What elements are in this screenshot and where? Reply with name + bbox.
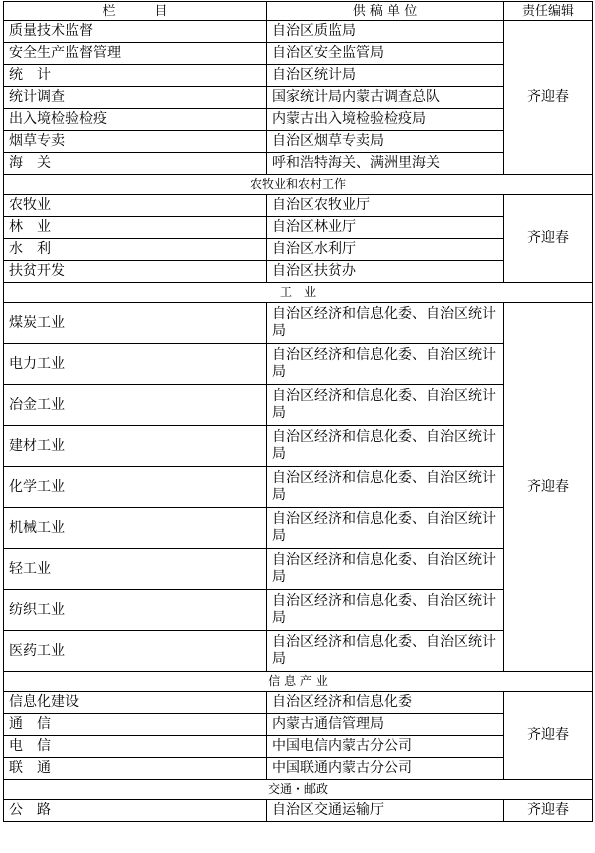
supplier-unit-cell: 自治区扶贫办 bbox=[267, 261, 504, 283]
supplier-unit-cell: 内蒙古出入境检验检疫局 bbox=[267, 109, 504, 131]
table-row bbox=[4, 195, 593, 217]
header-column: 栏 目 bbox=[4, 2, 267, 21]
editor-cell: 齐迎春 bbox=[504, 21, 593, 175]
table-body bbox=[4, 2, 593, 822]
supplier-unit-cell: 中国联通内蒙古分公司 bbox=[267, 758, 504, 780]
column-name-cell: 统 计 bbox=[4, 65, 267, 87]
editor-cell: 齐迎春 bbox=[504, 692, 593, 780]
column-name-cell: 联 通 bbox=[4, 758, 267, 780]
column-name-cell: 冶金工业 bbox=[4, 385, 267, 426]
supplier-unit-cell: 自治区经济和信息化委、自治区统计局 bbox=[267, 549, 504, 590]
column-name-cell: 扶贫开发 bbox=[4, 261, 267, 283]
supplier-unit-cell: 内蒙古通信管理局 bbox=[267, 714, 504, 736]
supplier-unit-cell: 自治区统计局 bbox=[267, 65, 504, 87]
column-name-cell: 质量技术监督 bbox=[4, 21, 267, 43]
table-row bbox=[4, 303, 593, 344]
supplier-unit-cell: 自治区质监局 bbox=[267, 21, 504, 43]
table-row bbox=[4, 800, 593, 822]
column-name-cell: 统计调查 bbox=[4, 87, 267, 109]
column-name-cell: 电力工业 bbox=[4, 344, 267, 385]
column-name-cell: 化学工业 bbox=[4, 467, 267, 508]
supplier-unit-cell: 自治区经济和信息化委 bbox=[267, 692, 504, 714]
supplier-unit-cell: 自治区农牧业厅 bbox=[267, 195, 504, 217]
editor-cell: 齐迎春 bbox=[504, 195, 593, 283]
column-name-cell: 信息化建设 bbox=[4, 692, 267, 714]
column-name-cell: 建材工业 bbox=[4, 426, 267, 467]
supplier-unit-cell: 自治区安全监管局 bbox=[267, 43, 504, 65]
supplier-unit-cell: 自治区烟草专卖局 bbox=[267, 131, 504, 153]
section-title: 交通・邮政 bbox=[4, 780, 593, 800]
table-row bbox=[4, 21, 593, 43]
supplier-unit-cell: 中国电信内蒙古分公司 bbox=[267, 736, 504, 758]
supplier-unit-cell: 国家统计局内蒙古调查总队 bbox=[267, 87, 504, 109]
supplier-unit-cell: 自治区经济和信息化委、自治区统计局 bbox=[267, 426, 504, 467]
section-row bbox=[4, 283, 593, 303]
section-row bbox=[4, 780, 593, 800]
section-title: 信 息 产 业 bbox=[4, 672, 593, 692]
column-name-cell: 出入境检验检疫 bbox=[4, 109, 267, 131]
supplier-unit-cell: 自治区交通运输厅 bbox=[267, 800, 504, 822]
column-name-cell: 林 业 bbox=[4, 217, 267, 239]
section-row bbox=[4, 175, 593, 195]
supplier-unit-cell: 自治区经济和信息化委、自治区统计局 bbox=[267, 467, 504, 508]
supplier-unit-cell: 自治区经济和信息化委、自治区统计局 bbox=[267, 508, 504, 549]
column-name-cell: 煤炭工业 bbox=[4, 303, 267, 344]
column-name-cell: 电 信 bbox=[4, 736, 267, 758]
column-name-cell: 医药工业 bbox=[4, 631, 267, 672]
editor-cell: 齐迎春 bbox=[504, 303, 593, 672]
supplier-unit-cell: 呼和浩特海关、满洲里海关 bbox=[267, 153, 504, 175]
section-row bbox=[4, 672, 593, 692]
column-name-cell: 轻工业 bbox=[4, 549, 267, 590]
supplier-unit-cell: 自治区经济和信息化委、自治区统计局 bbox=[267, 590, 504, 631]
header-row bbox=[4, 2, 593, 21]
column-name-cell: 纺织工业 bbox=[4, 590, 267, 631]
section-title: 农牧业和农村工作 bbox=[4, 175, 593, 195]
table-row bbox=[4, 692, 593, 714]
supplier-unit-cell: 自治区经济和信息化委、自治区统计局 bbox=[267, 385, 504, 426]
supplier-unit-cell: 自治区林业厅 bbox=[267, 217, 504, 239]
column-name-cell: 农牧业 bbox=[4, 195, 267, 217]
column-name-cell: 公 路 bbox=[4, 800, 267, 822]
column-unit-table bbox=[3, 1, 593, 822]
column-name-cell: 机械工业 bbox=[4, 508, 267, 549]
editor-cell: 齐迎春 bbox=[504, 800, 593, 822]
supplier-unit-cell: 自治区经济和信息化委、自治区统计局 bbox=[267, 303, 504, 344]
header-supplier: 供 稿 单 位 bbox=[267, 2, 504, 21]
supplier-unit-cell: 自治区经济和信息化委、自治区统计局 bbox=[267, 344, 504, 385]
column-name-cell: 海 关 bbox=[4, 153, 267, 175]
supplier-unit-cell: 自治区经济和信息化委、自治区统计局 bbox=[267, 631, 504, 672]
section-title: 工 业 bbox=[4, 283, 593, 303]
column-name-cell: 安全生产监督管理 bbox=[4, 43, 267, 65]
column-name-cell: 水 利 bbox=[4, 239, 267, 261]
header-editor: 责任编辑 bbox=[504, 2, 593, 21]
column-name-cell: 烟草专卖 bbox=[4, 131, 267, 153]
supplier-unit-cell: 自治区水利厅 bbox=[267, 239, 504, 261]
column-name-cell: 通 信 bbox=[4, 714, 267, 736]
